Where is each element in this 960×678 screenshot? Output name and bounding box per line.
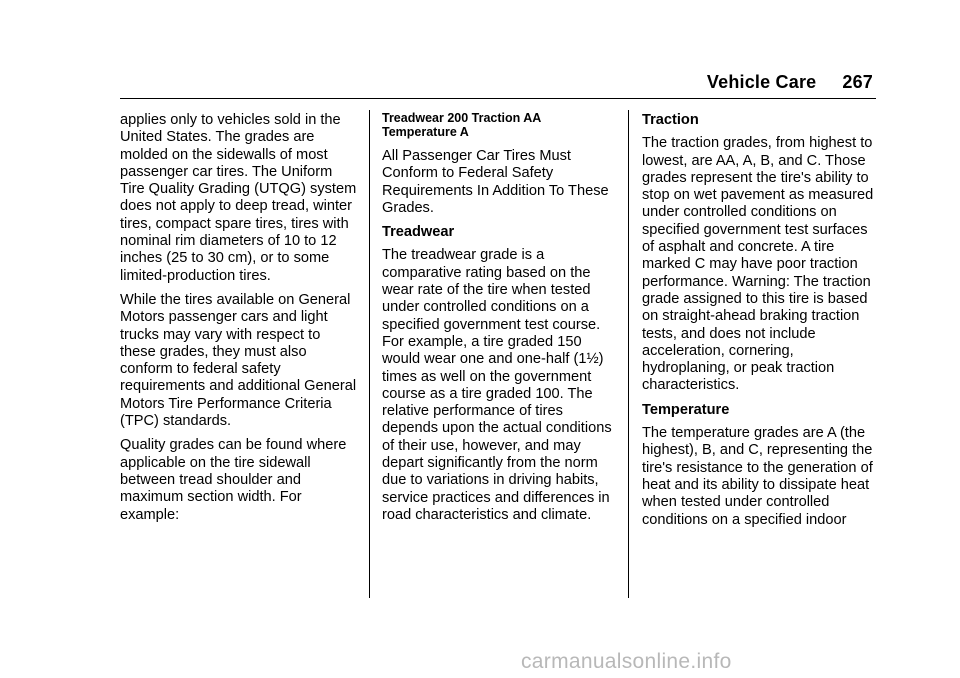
column-2 [382, 112, 616, 531]
heading-treadwear: Treadwear [382, 224, 455, 241]
watermark: carmanualsonline.info [521, 650, 732, 673]
heading-temperature: Temperature [642, 401, 730, 418]
page-header [707, 72, 873, 93]
paragraph-treadwear: The treadwear grade is a comparative rating based on the wear rate of the tire when tested under controlled conditions on a specified government test course. For example, a tire graded 150 would wear one and one-half (1½) times as well on the government course as a tire graded 100. The relative performance of tires depends upon the actual conditions of their use, however, and may depart significantly from the norm due to variations in driving habits, service practices and differences in road characteristics and climate. [382, 247, 612, 523]
paragraph-gm-tpc: While the tires available on General Motors passenger cars and light trucks may vary with respect to these grades, they must also conform to federal safety requirements and additional General Motors Tire Performance Criteria (TPC) standards. [120, 291, 357, 430]
column-1 [120, 112, 358, 531]
paragraph-quality-grades: Quality grades can be found where applicable on the tire sidewall between tread shoulder and maximum section width. For example: [120, 437, 347, 523]
column-divider-2 [628, 110, 629, 598]
column-3 [642, 112, 878, 536]
paragraph-traction: The traction grades, from highest to lowest, are AA, A, B, and C. Those grades represent the tire's ability to stop on wet pavement as measured under controlled conditions on specified government test surfaces of asphalt and concrete. A tire marked C may have poor traction performance. Warning: The traction grade assigned to this tire is based on straight-ahead braking traction tests, and does not include acceleration, cornering, hydroplaning, or peak traction characteristics. [642, 135, 874, 394]
column-divider-1 [369, 110, 370, 598]
page-number: 267 [842, 72, 873, 92]
paragraph-utqg-scope: applies only to vehicles sold in the United States. The grades are molded on the sidewalls of most passenger car tires. The Uniform Tire Quality Grading (UTQG) system does not apply to deep tread, winter tires, compact spare tires, tires with nominal rim diameters of 10 to 12 inches (25 to 30 cm), or to some limited-production tires. [120, 112, 357, 284]
section-title: Vehicle Care [706, 72, 817, 92]
paragraph-federal-safety: All Passenger Car Tires Must Conform to Federal Safety Requirements In Addition To These Grades. [382, 148, 609, 216]
heading-traction: Traction [642, 112, 699, 128]
grade-example: Treadwear 200 Traction AA Temperature A [382, 111, 541, 139]
paragraph-temperature: The temperature grades are A (the highest), B, and C, representing the tire's resistance to the generation of heat and its ability to dissipate heat when tested under controlled conditions on a specified indoor [642, 425, 873, 528]
header-rule [120, 98, 876, 99]
